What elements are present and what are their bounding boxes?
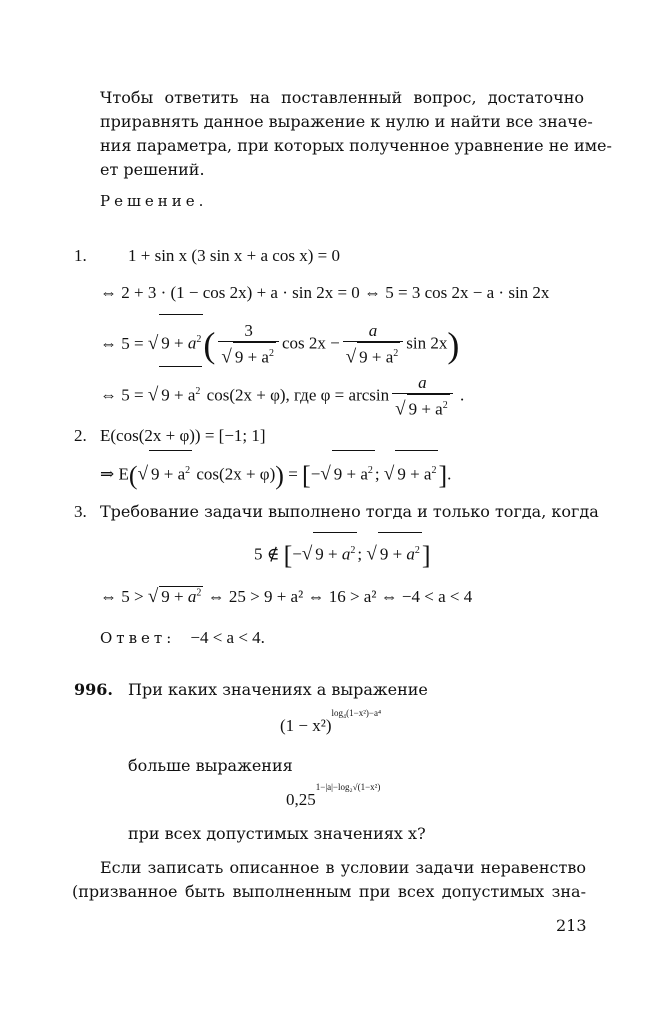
eq3-fraction-2: $\frac{a}{√ 9 + a^2}$ [343,321,404,369]
problem-text-3: при всех допустимых значениях x? [128,824,426,843]
step-3-text: Требование задачи выполнено тогда и только тогда, когда [100,502,599,521]
step-1-number: 1. [74,246,87,265]
problem-expression-2: $0,25^{1-|a|-log_2√(1-x^2)}$ [286,782,381,809]
problem-expression-1: $(1 - x^2)^{log_4(1-x^2)-a^4}$ [280,708,382,735]
eq4-fraction: $\frac{a}{√ 9 + a^2}$ [392,373,453,421]
page-number: 213 [556,916,587,935]
step-1-equation-1: 1 + sin x (3 sin x + a cos x) = 0 [128,246,340,265]
intro-line: ет решений. [100,160,205,179]
step-1-equation-3: ⇔ 5 = √ $9 + a^2$( $\frac{3}{√ 9 + a^2}$ cos 2x − $\frac{a}{√ 9 + a^2}$ sin 2x) [100,314,459,364]
closing-line: (призванное быть выполненным при всех допустимых зна- [72,882,586,901]
intro-line: Чтобы ответить на поставленный вопрос, достаточно [100,88,584,107]
step-3-chain: ⇔ 5 > √ $9 + a^2$ ⇔ 25 > 9 + a² ⇔ 16 > a² ⇔ −4 < a < 4 [100,586,473,607]
intro-paragraph [100,86,612,182]
step-2-number: 2. [74,426,87,445]
answer-value: −4 < a < 4. [190,628,265,647]
eq3-end: sin 2x [406,333,448,353]
eq3-left: ⇔ 5 = √ $9 + a^2$ [100,334,203,353]
step-3-condition: 5 ∉ [−√ $9 + a^2$ ; √ $9 + a^2$] [254,532,431,568]
problem-number: 996. [74,680,113,699]
closing-paragraph [100,856,586,880]
step-1-equation-4: ⇔ 5 = √ $9 + a^2$ cos(2x + φ), где φ = arcsin $\frac{a}{√ 9 + a^2}$ . [100,366,464,416]
closing-line: Если записать описанное в условии задачи неравенство [100,858,586,877]
answer-label: Ответ: [100,629,176,647]
step-2-equation-1: E(cos(2x + φ)) = [−1; 1] [100,426,266,445]
eq3-fraction-1: $\frac{3}{√ 9 + a^2}$ [218,321,279,369]
step-3-number: 3. [74,502,87,521]
answer-line [100,628,265,648]
eq3-mid: cos 2x − [281,333,340,353]
problem-text: При каких значениях a выражение [128,680,428,699]
step-2-equation-2: ⇒ E(√ $9 + a^2$ cos(2x + φ)) = [−√ $9 + a^2$ ; √ $9 + a^2$]. [100,450,451,490]
solution-heading: Решение. [100,192,208,210]
step-1-equation-2: ⇔ 2 + 3 · (1 − cos 2x) + a · sin 2x = 0 ⇔ 5 = 3 cos 2x − a · sin 2x [100,283,550,302]
problem-text-2: больше выражения [128,756,293,775]
closing-paragraph-2 [72,880,586,904]
intro-line: приравнять данное выражение к нулю и найти все значе- [100,112,593,131]
intro-line: ния параметра, при которых полученное уравнение не име- [100,136,612,155]
